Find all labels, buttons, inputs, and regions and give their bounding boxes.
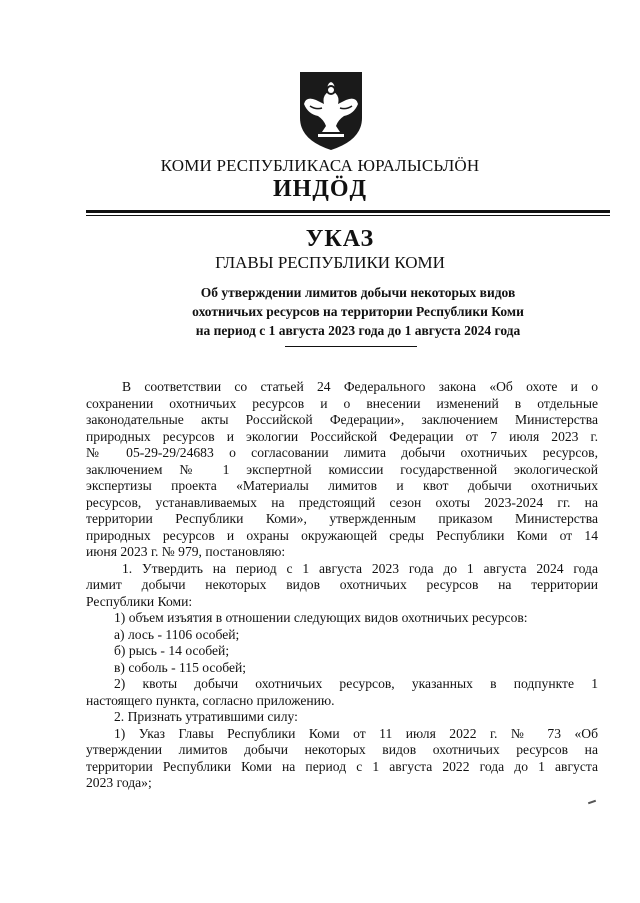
item-2-1-line: 1) Указ Главы Республики Коми от 11 июля 2022 г. № 73 «Об <box>114 725 598 741</box>
preamble-line: законодательные акты Российской Федерации», заключением Министерства <box>86 412 598 427</box>
subject-heading <box>150 283 566 340</box>
species-sable: в) соболь - 115 особей; <box>114 659 247 675</box>
subject-line: на период с 1 августа 2023 года до 1 августа 2024 года <box>195 323 521 338</box>
header-divider-thin <box>86 215 610 216</box>
decree-body <box>86 379 598 792</box>
item-1-2-line: настоящего пункта, согласно приложению. <box>86 692 335 708</box>
preamble-line: июня 2023 г. № 979, постановляю: <box>86 544 286 559</box>
scan-mark <box>588 800 596 805</box>
preamble-line: экспертизы проекта «Материалы лимитов и квот добычи охотничьих <box>86 478 598 493</box>
item-1-line: Республики Коми: <box>86 593 193 609</box>
subject-line: охотничьих ресурсов на территории Республики Коми <box>192 304 524 319</box>
item-2-line: 2. Признать утратившими силу: <box>114 709 298 724</box>
item-1-1-line: 1) объем изъятия в отношении следующих видов охотничьих ресурсов: <box>114 610 528 625</box>
item-2-1-line: утверждении лимитов добычи некоторых видов охотничьих ресурсов на <box>86 742 598 757</box>
subject-underline <box>285 346 417 347</box>
preamble-line: № 05-29-29/24683 о согласовании лимита добычи охотничьих ресурсов, <box>86 445 598 460</box>
species-moose: а) лось - 1106 особей; <box>114 626 240 642</box>
doc-type-title: УКАЗ <box>305 226 375 252</box>
doc-type-komi: ИНДӦД <box>272 176 368 202</box>
preamble-line: территории Республики Коми», утвержденным приказом Министерства <box>86 511 598 526</box>
item-1-line: 1. Утвердить на период с 1 августа 2023 года до 1 августа 2024 года <box>122 560 598 576</box>
item-2-1-line: территории Республики Коми на период с 1 августа 2022 года до 1 августа <box>86 758 598 774</box>
org-name-komi: КОМИ РЕСПУБЛИКАСА ЮРАЛЫСЬЛӦН <box>160 156 480 175</box>
preamble-line: ресурсов, устанавливаемых на предстоящий сезон охоты 2023-2024 гг. на <box>86 494 598 510</box>
preamble-line: В соответствии со статьей 24 Федерального закона «Об охоте и о <box>122 379 598 394</box>
komi-coat-of-arms-icon <box>296 70 366 152</box>
preamble-line: заключением № 1 экспертной комиссии государственной экологической <box>86 461 598 477</box>
item-1-line: лимит добычи некоторых видов охотничьих ресурсов на территории <box>86 577 598 592</box>
preamble-line: сохранении охотничьих ресурсов и о внесении изменений в отдельные <box>86 395 598 411</box>
item-1-2-line: 2) квоты добычи охотничьих ресурсов, указанных в подпункте 1 <box>114 676 598 691</box>
preamble-line: природных ресурсов и охраны окружающей среды Республики Коми от 14 <box>86 527 598 543</box>
species-lynx: б) рысь - 14 особей; <box>114 643 230 658</box>
subject-line: Об утверждении лимитов добычи некоторых видов <box>200 285 516 300</box>
item-2-1-line: 2023 года»; <box>86 775 152 790</box>
header-divider-thick <box>86 210 610 213</box>
preamble-line: природных ресурсов и экологии Российской Федерации от 7 июля 2023 г. <box>86 428 598 444</box>
issuer-title: ГЛАВЫ РЕСПУБЛИКИ КОМИ <box>215 253 445 272</box>
